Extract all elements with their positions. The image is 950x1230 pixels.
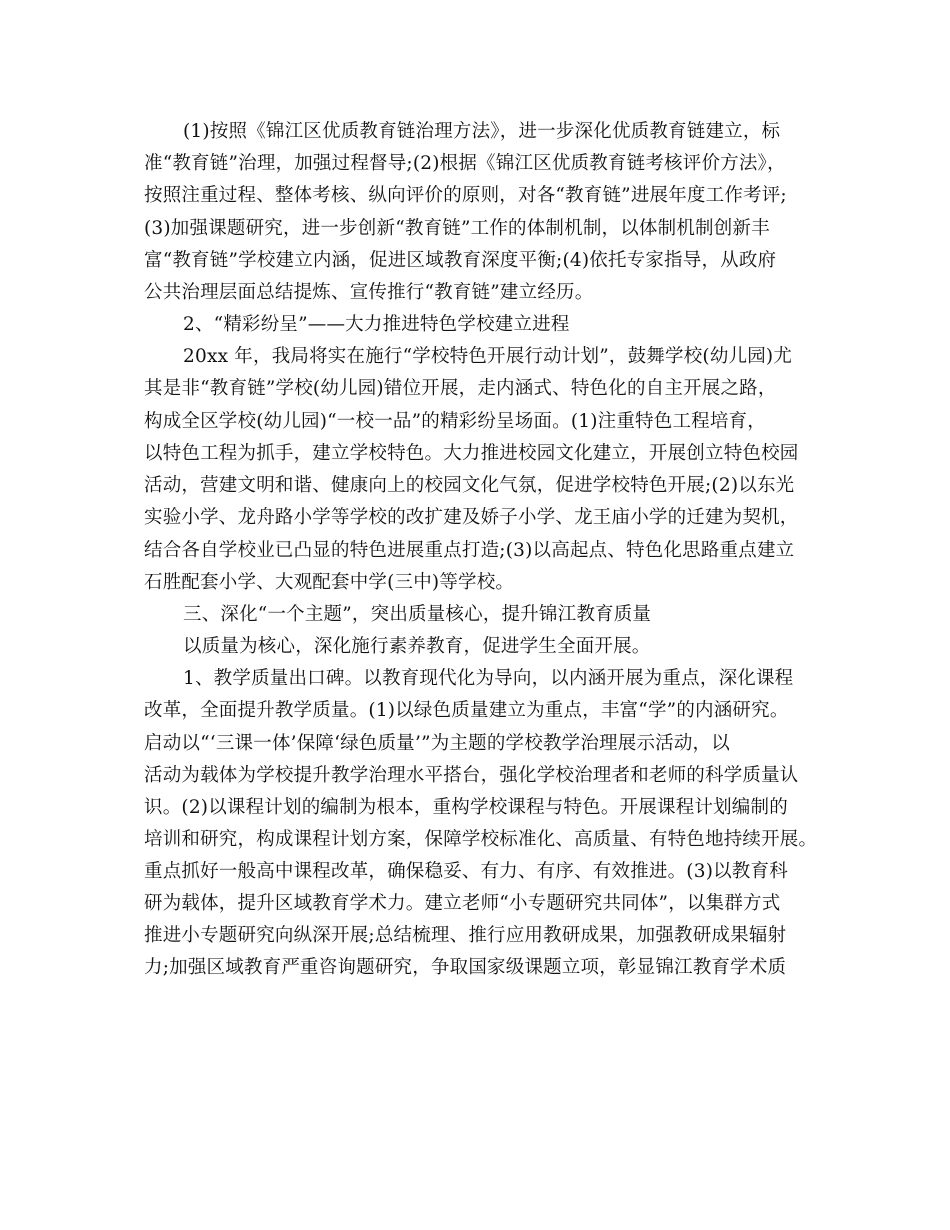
paragraph-line-27: 力;加强区域教育严重咨询题研究，争取国家级课题立项，彰显锦江教育学术质 [144,957,787,978]
paragraph-line-15: 石胜配套小学、大观配套中学(三中)等学校。 [144,572,515,593]
paragraph-line-2: 准“教育链”治理，加强过程督导;(2)根据《锦江区优质教育链考核评价方法》， [144,153,786,174]
paragraph-line-5: 富“教育链”学校建立内涵，促进区域教育深度平衡;(4)依托专家指导，从政府 [144,250,777,271]
paragraph-line-21: 活动为载体为学校提升教学治理水平搭台，强化学校治理者和老师的科学质量认 [144,765,799,786]
paragraph-line-6: 公共治理层面总结提炼、宣传推行“教育链”建立经历。 [144,282,594,303]
paragraph-line-23: 培训和研究，构成课程计划方案，保障学校标准化、高质量、有特色地持续开展。 [144,829,818,850]
paragraph-line-13: 实验小学、龙舟路小学等学校的改扩建及娇子小学、龙王庙小学的迁建为契机， [144,507,799,528]
paragraph-line-25: 研为载体，提升区域教育学术力。建立老师“小专题研究共同体”，以集群方式 [144,893,781,914]
paragraph-line-19: 改革，全面提升教学质量。(1)以绿色质量建立为重点，丰富“学”的内涵研究。 [144,700,789,721]
paragraph-line-24: 重点抓好一般高中课程改革，确保稳妥、有力、有序、有效推进。(3)以教育科 [144,861,788,882]
section-heading-2: 2、“精彩纷呈”——大力推进特色学校建立进程 [183,314,570,335]
paragraph-line-22: 识。(2)以课程计划的编制为根本，重构学校课程与特色。开展课程计划编制的 [144,797,788,818]
paragraph-line-12: 活动，营建文明和谐、健康向上的校园文化气氛，促进学校特色开展;(2)以东光 [144,475,795,496]
section-heading-3: 三、深化“一个主题”，突出质量核心，提升锦江教育质量 [183,604,652,625]
paragraph-line-4: (3)加强课题研究，进一步创新“教育链”工作的体制机制，以体制机制创新丰 [144,218,770,239]
paragraph-line-17: 以质量为核心，深化施行素养教育，促进学生全面开展。 [183,636,651,657]
paragraph-line-10: 构成全区学校(幼儿园)“一校一品”的精彩纷呈场面。(1)注重特色工程培育， [144,411,766,432]
paragraph-line-20: 启动以“‘三课一体’保障‘绿色质量’”为主题的学校教学治理展示活动，以 [144,733,730,754]
paragraph-line-11: 以特色工程为抓手，建立学校特色。大力推进校园文化建立，开展创立特色校园 [144,443,799,464]
paragraph-line-26: 推进小专题研究向纵深开展;总结梳理、推行应用教研成果，加强教研成果辐射 [144,925,787,946]
paragraph-line-9: 其是非“教育链”学校(幼儿园)错位开展，走内涵式、特色化的自主开展之路， [144,378,777,399]
paragraph-line-8: 20xx 年，我局将实在施行“学校特色开展行动计划”，鼓舞学校(幼儿园)尤 [183,346,793,367]
paragraph-line-3: 按照注重过程、整体考核、纵向评价的原则，对各“教育链”进展年度工作考评; [144,185,787,206]
paragraph-line-14: 结合各自学校业已凸显的特色进展重点打造;(3)以高起点、特色化思路重点建立 [144,540,795,561]
paragraph-line-18: 1、教学质量出口碑。以教育现代化为导向，以内涵开展为重点，深化课程 [183,668,794,689]
paragraph-line-1: (1)按照《锦江区优质教育链治理方法》，进一步深化优质教育链建立，标 [183,121,781,142]
